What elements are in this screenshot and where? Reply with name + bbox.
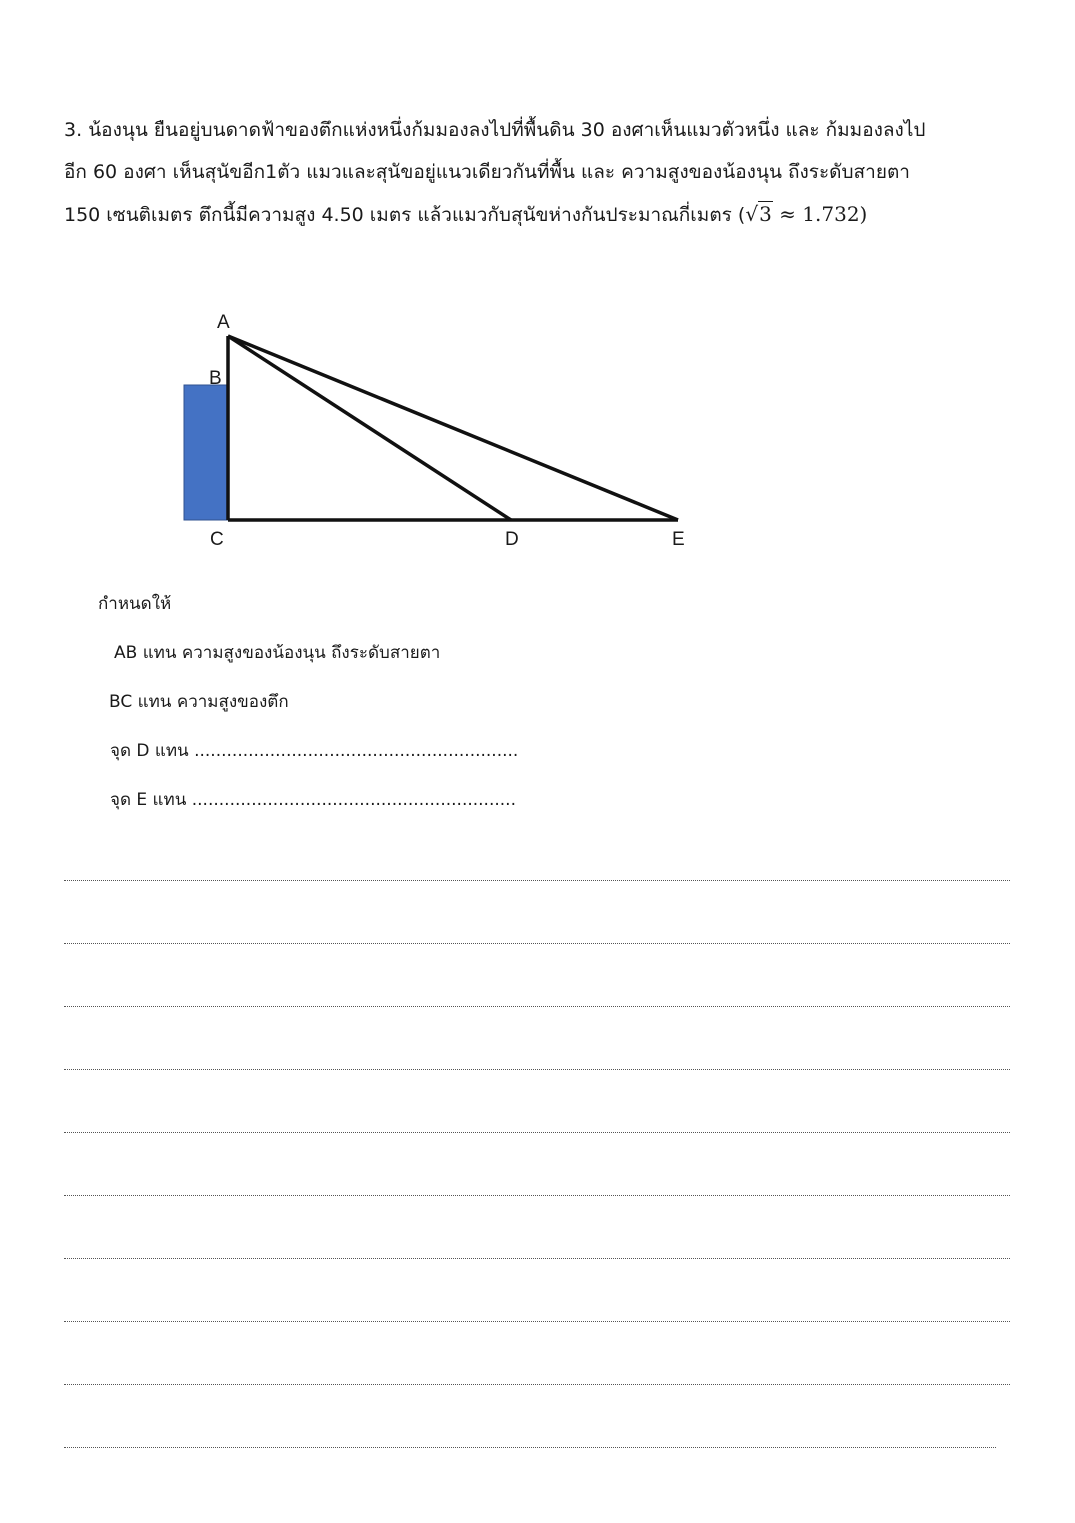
triangle-diagram [150, 300, 710, 560]
label-c: C [210, 529, 224, 550]
answer-line[interactable] [64, 943, 1010, 944]
question-text-1: น้องนุน ยืนอยู่บนดาดฟ้าของตึกแห่งหนึ่งก้มมองลงไปที่พื้นดิน 30 องศาเห็นแมวตัวหนึ่ง และ ก้มมองลงไป [88, 119, 926, 141]
answer-line[interactable] [64, 1447, 996, 1448]
question-number: 3. [64, 119, 83, 141]
question-text-3: 150 เซนติเมตร ตึกนี้มีความสูง 4.50 เมตร แล้วแมวกับสุนัขห่างกันประมาณกี่เมตร ( [64, 204, 746, 226]
hint-approx: ≈ 1.732) [772, 202, 868, 226]
building-rect [184, 385, 228, 520]
definition-d [110, 739, 518, 763]
answer-line[interactable] [64, 1006, 1010, 1007]
definition-e-label: จุด E แทน [110, 790, 187, 810]
label-e: E [672, 529, 685, 550]
radicand: 3 [759, 202, 772, 226]
label-b: B [209, 368, 222, 389]
question-text-2: อีก 60 องศา เห็นสุนัขอีก1ตัว แมวและสุนัขอยู่แนวเดียวกันที่พื้น และ ความสูงของน้องนุน ถึงระดับสายตา [64, 161, 910, 183]
question-line-3 [64, 200, 867, 229]
definitions-heading: กำหนดให้ [98, 594, 172, 614]
label-a: A [217, 312, 230, 333]
answer-line[interactable] [64, 880, 1010, 881]
question-line-1 [64, 116, 925, 144]
sqrt-hint [745, 201, 867, 226]
radical-sign: √ [745, 202, 759, 226]
answer-line[interactable] [64, 1258, 1010, 1259]
answer-line[interactable] [64, 1069, 1010, 1070]
label-d: D [505, 529, 519, 550]
question-line-2 [64, 158, 910, 186]
line-ad [228, 336, 511, 520]
answer-line[interactable] [64, 1384, 1010, 1385]
line-ae [228, 336, 678, 520]
answer-line[interactable] [64, 1195, 1010, 1196]
definition-ab: AB แทน ความสูงของน้องนุน ถึงระดับสายตา [114, 643, 441, 663]
definition-bc: BC แทน ความสูงของตึก [109, 692, 289, 712]
definition-e [110, 788, 516, 812]
definition-e-blank[interactable]: ............................................................ [191, 790, 516, 810]
definition-d-blank[interactable]: ............................................................ [194, 741, 519, 761]
answer-line[interactable] [64, 1321, 1010, 1322]
definition-d-label: จุด D แทน [110, 741, 189, 761]
answer-line[interactable] [64, 1132, 1010, 1133]
